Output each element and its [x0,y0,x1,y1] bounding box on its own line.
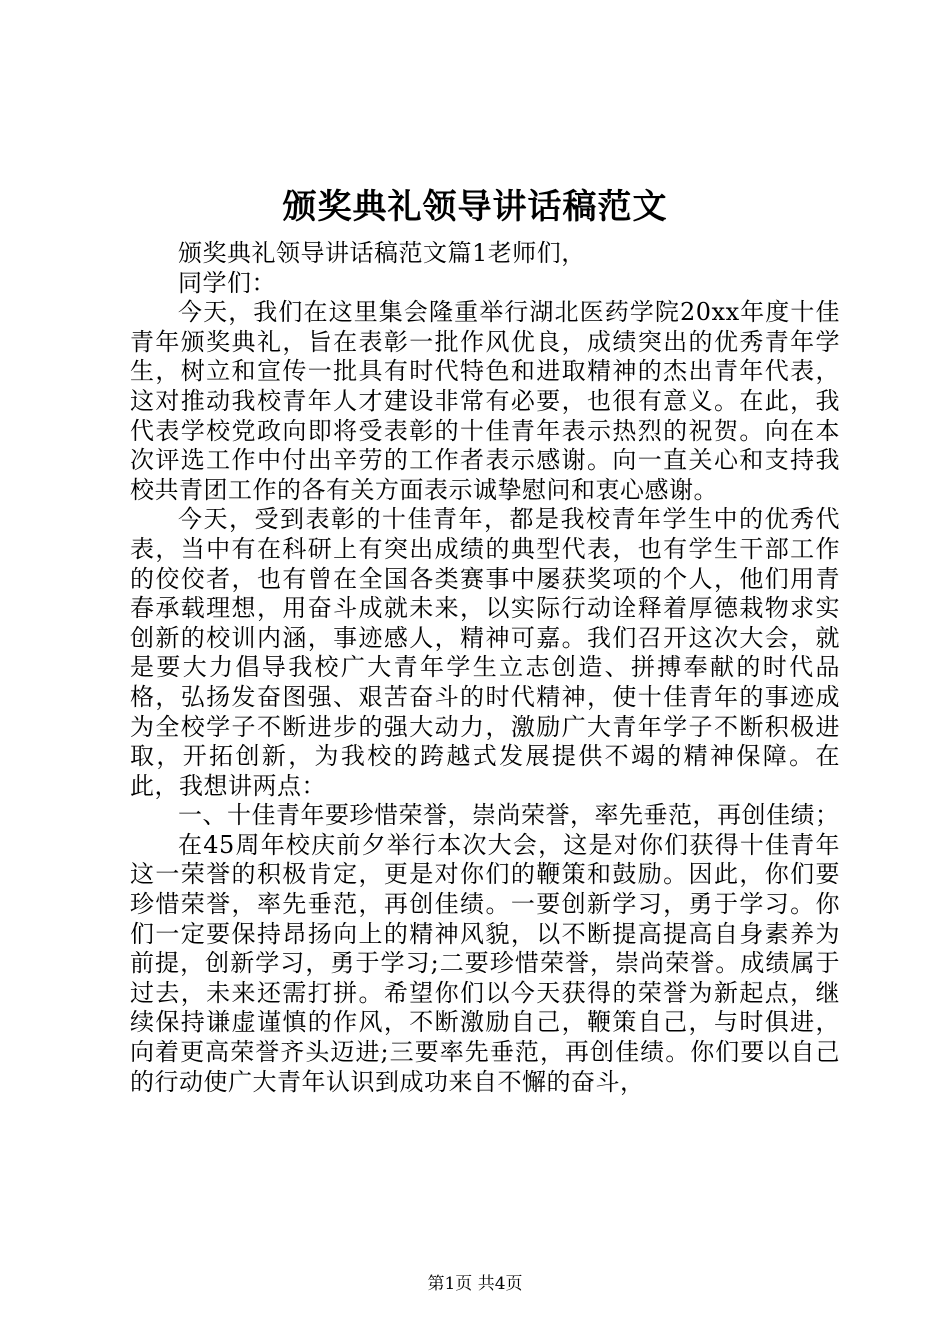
document-body [130,239,840,1097]
paragraph: 颁奖典礼领导讲话稿范文篇1老师们， [178,239,586,267]
paragraph: 同学们： [178,268,276,297]
paragraph: 在45周年校庆前夕举行本次大会，这是对你们获得十佳青年这一荣誉的积极肯定，更是对你们的鞭策和鼓励。因此，你们要珍惜荣誉，率先垂范，再创佳绩。一要创新学习，勇于学习。你们一定要保持昂扬向上的精神风貌，以不断提高提高自身素养为前提，创新学习，勇于学习;二要珍惜荣誉，崇尚荣誉。成绩属于过去，未来还需打拼。希望你们以今天获得的荣誉为新起点，继续保持谦虚谨慎的作风，不断激励自己，鞭策自己，与时俱进，向着更高荣誉齐头迈进;三要率先垂范，再创佳绩。你们要以自己的行动使广大青年认识到成功来自不懈的奋斗， [130,830,840,1096]
document-title: 颁奖典礼领导讲话稿范文 [282,187,668,227]
paragraph: 今天，我们在这里集会隆重举行湖北医药学院20xx年度十佳青年颁奖典礼，旨在表彰一批作风优良，成绩突出的优秀青年学生，树立和宣传一批具有时代特色和进取精神的杰出青年代表，这对推动我校青年人才建设非常有必要，也很有意义。在此，我代表学校党政向即将受表彰的十佳青年表示热烈的祝贺。向在本次评选工作中付出辛劳的工作者表示感谢。向一直关心和支持我校共青团工作的各有关方面表示诚挚慰问和衷心感谢。 [130,298,840,504]
paragraph: 一、十佳青年要珍惜荣誉，崇尚荣誉，率先垂范，再创佳绩； [178,801,840,830]
page-footer: 第1页 共4页 [427,1274,523,1294]
paragraph: 今天，受到表彰的十佳青年，都是我校青年学生中的优秀代表，当中有在科研上有突出成绩的典型代表，也有学生干部工作的佼佼者，也有曾在全国各类赛事中屡获奖项的个人，他们用青春承载理想，用奋斗成就未来，以实际行动诠释着厚德栽物求实创新的校训内涵，事迹感人，精神可嘉。我们召开这次大会，就是要大力倡导我校广大青年学生立志创造、拼搏奉献的时代品格，弘扬发奋图强、艰苦奋斗的时代精神，使十佳青年的事迹成为全校学子不断进步的强大动力，激励广大青年学子不断积极进取，开拓创新，为我校的跨越式发展提供不竭的精神保障。在此，我想讲两点： [130,505,840,800]
